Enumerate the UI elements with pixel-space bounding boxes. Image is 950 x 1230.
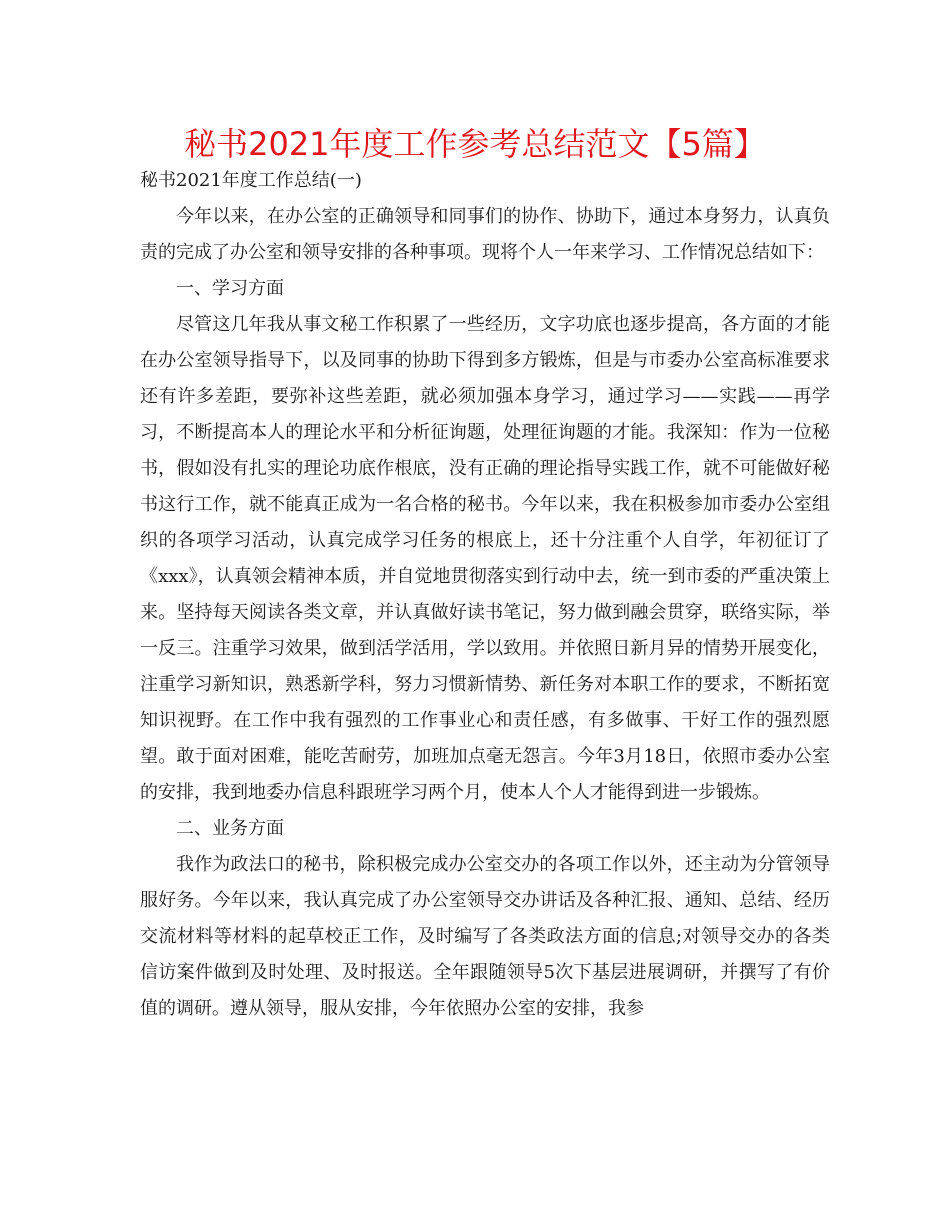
document-body (140, 163, 830, 1027)
document-title: 秘书2021年度工作参考总结范文【5篇】 (184, 125, 766, 163)
document-subtitle: 秘书2021年度工作总结(一) (140, 170, 362, 191)
section-body-study: 尽管这几年我从事文秘工作积累了一些经历，文字功底也逐步提高，各方面的才能在办公室领导指导下，以及同事的协助下得到多方锻炼，但是与市委办公室高标准要求还有许多差距，要弥补这些差距，就必须加强本身学习，通过学习——实践——再学习，不断提高本人的理论水平和分析征询题，处理征询题的才能。我深知：作为一位秘书，假如没有扎实的理论功底作根底，没有正确的理论指导实践工作，就不可能做好秘书这行工作，就不能真正成为一名合格的秘书。今年以来，我在积极参加市委办公室组织的各项学习活动，认真完成学习任务的根底上，还十分注重个人自学，年初征订了《xxx》，认真领会精神本质，并自觉地贯彻落实到行动中去，统一到市委的严重决策上来。坚持每天阅读各类文章，并认真做好读书笔记，努力做到融会贯穿，联络实际，举一反三。注重学习效果，做到活学活用，学以致用。并依照日新月异的情势开展变化，注重学习新知识，熟悉新学科，努力习惯新情势、新任务对本职工作的要求，不断拓宽知识视野。在工作中我有强烈的工作事业心和责任感，有多做事、干好工作的强烈愿望。敢于面对困难，能吃苦耐劳，加班加点毫无怨言。今年3月18日，依照市委办公室的安排，我到地委办信息科跟班学习两个月，使本人个人才能得到进一步锻炼。 (140, 314, 830, 803)
section-body-business: 我作为政法口的秘书，除积极完成办公室交办的各项工作以外，还主动为分管领导服好务。今年以来，我认真完成了办公室领导交办讲话及各种汇报、通知、总结、经历交流材料等材料的起草校正工作，及时编写了各类政法方面的信息;对领导交办的各类信访案件做到及时处理、及时报送。全年跟随领导5次下基层进展调研，并撰写了有价值的调研。遵从领导，服从安排，今年依照办公室的安排，我参 (140, 854, 830, 1019)
section-heading-business: 二、业务方面 (176, 818, 284, 839)
section-heading-study: 一、学习方面 (176, 278, 284, 299)
intro-paragraph: 今年以来，在办公室的正确领导和同事们的协作、协助下，通过本身努力，认真负责的完成了办公室和领导安排的各种事项。现将个人一年来学习、工作情况总结如下： (140, 206, 830, 263)
